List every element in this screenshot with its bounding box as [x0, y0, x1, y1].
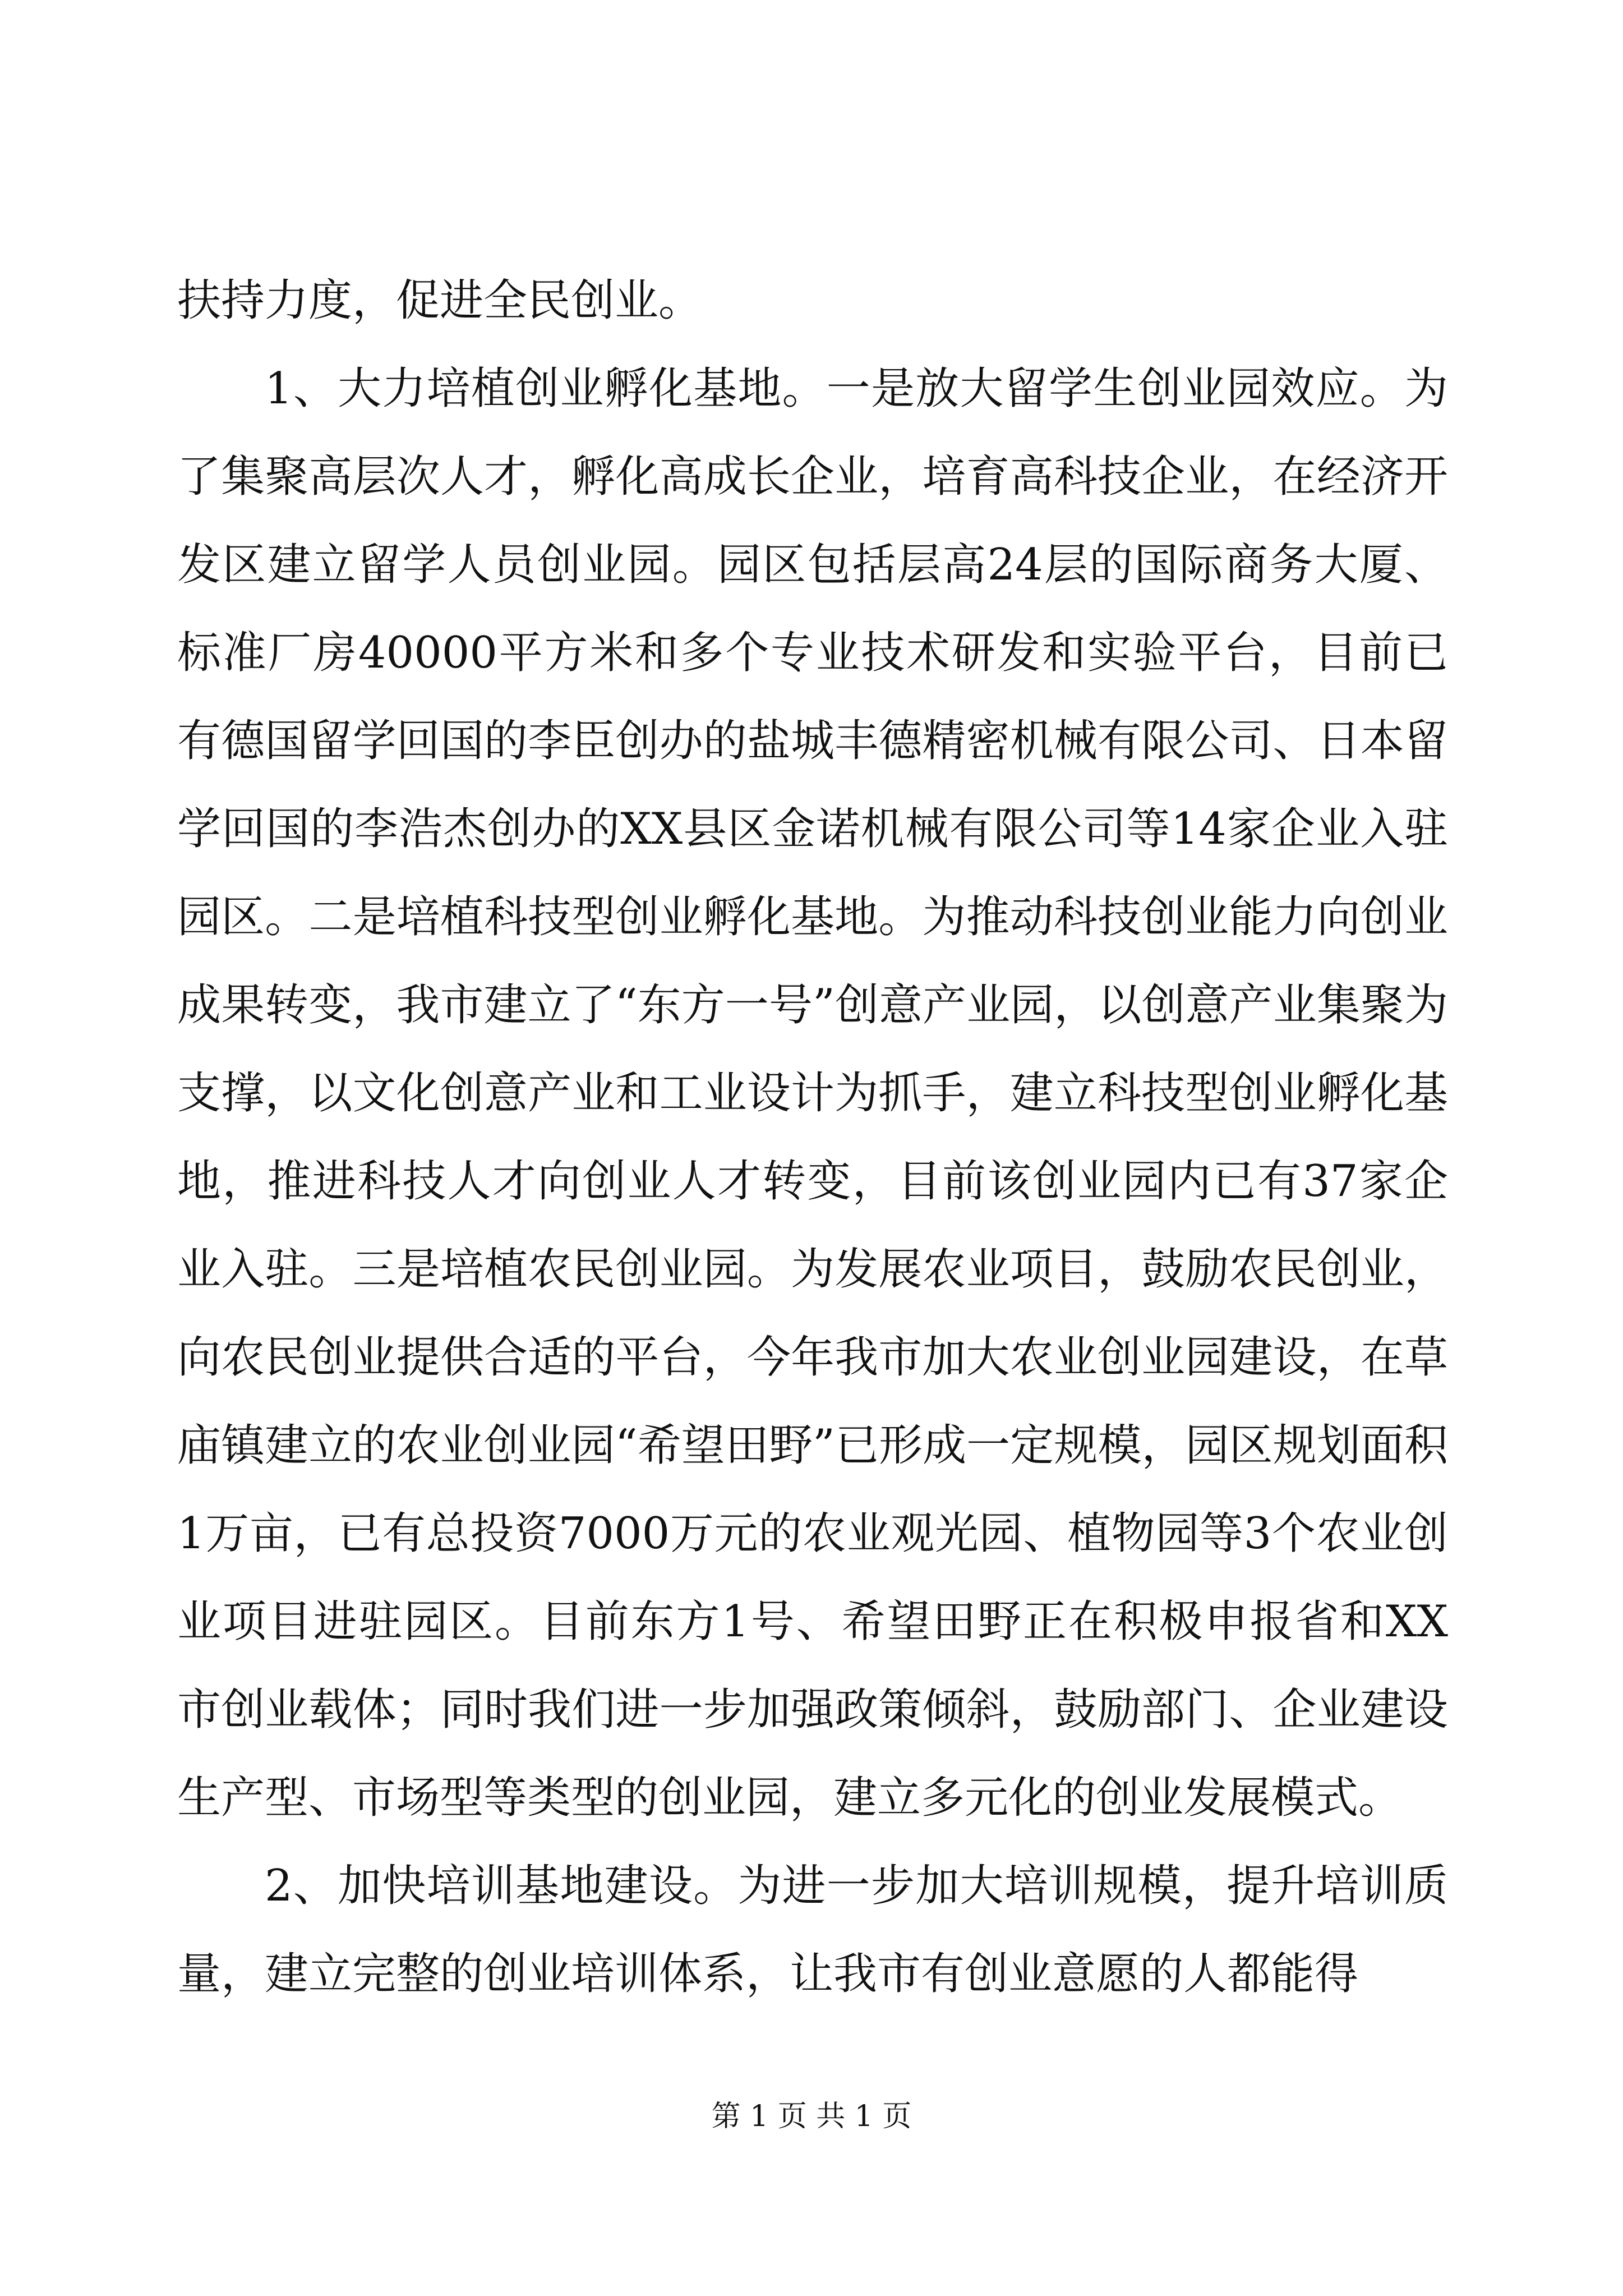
paragraph-training-bases: 2、加快培训基地建设。为进一步加大培训规模，提升培训质量，建立完整的创业培训体系，让我市有创业意愿的人都能得 — [177, 1861, 1448, 1999]
paragraph-continuation: 扶持力度，促进全民创业。 — [177, 275, 703, 326]
document-body — [177, 0, 1448, 2018]
page-footer: 第 1 页 共 1 页 — [711, 2100, 912, 2133]
paragraph-incubation-bases: 1、大力培植创业孵化基地。一是放大留学生创业园效应。为了集聚高层次人才，孵化高成长企业，培育高科技企业，在经济开发区建立留学人员创业园。园区包括层高24层的国际商务大厦、标准厂房40000平方米和多个专业技术研发和实验平台，目前已有德国留学回国的李臣创办的盐城丰德精密机械有限公司、日本留学回国的李浩杰创办的XX县区金诺机械有限公司等14家企业入驻园区。二是培植科技型创业孵化基地。为推动科技创业能力向创业成果转变，我市建立了“东方一号”创意产业园，以创意产业集聚为支撑，以文化创意产业和工业设计为抓手，建立科技型创业孵化基地，推进科技人才向创业人才转变，目前该创业园内已有37家企业入驻。三是培植农民创业园。为发展农业项目，鼓励农民创业，向农民创业提供合适的平台，今年我市加大农业创业园建设，在草庙镇建立的农业创业园“希望田野”已形成一定规模，园区规划面积1万亩，已有总投资7000万元的农业观光园、植物园等3个农业创业项目进驻园区。目前东方1号、希望田野正在积极申报省和XX市创业载体；同时我们进一步加强政策倾斜，鼓励部门、企业建设生产型、市场型等类型的创业园，建立多元化的创业发展模式。 — [177, 364, 1448, 1823]
